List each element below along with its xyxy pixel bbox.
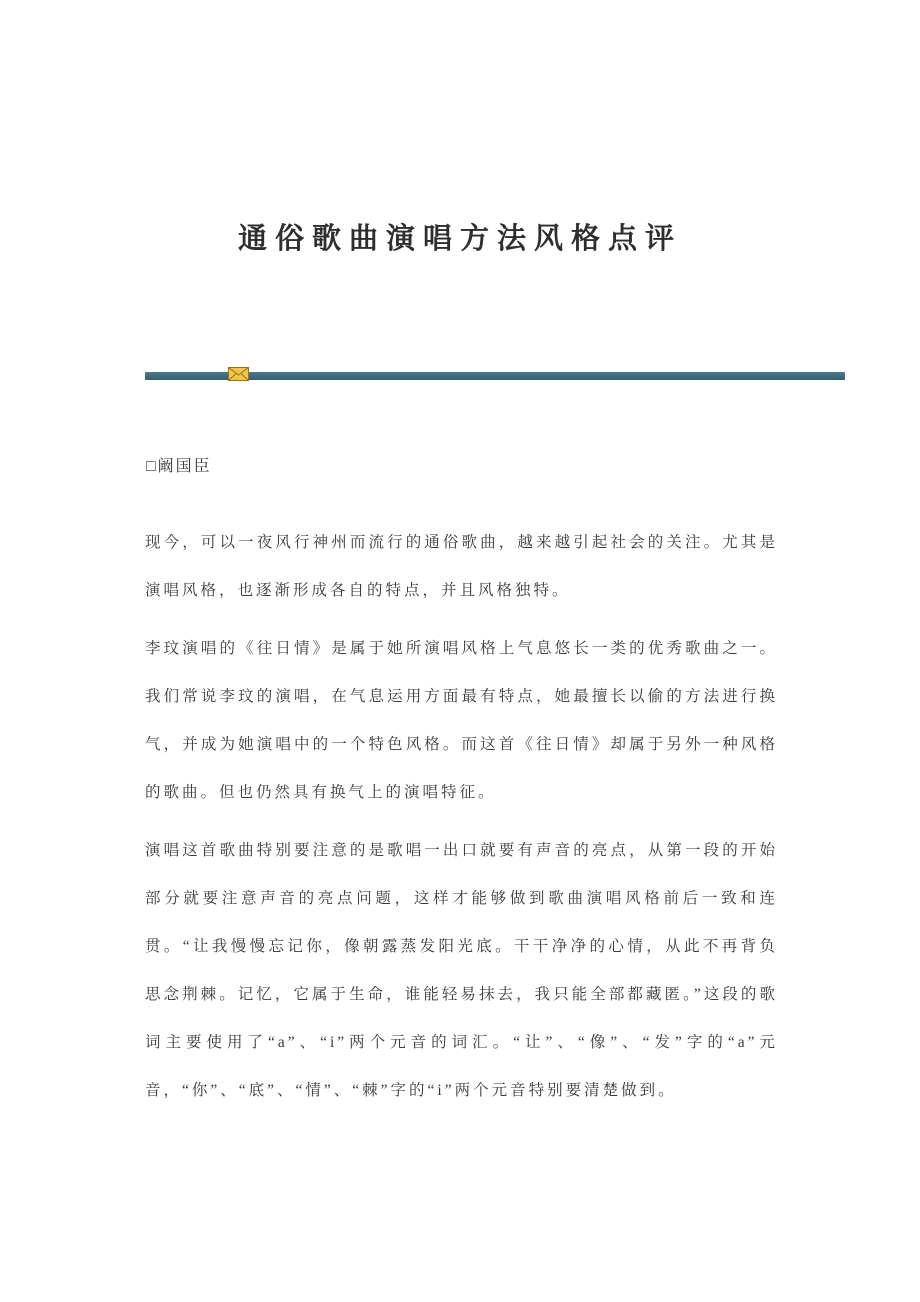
author-byline: □阚国臣 (146, 458, 212, 475)
paragraph-singing-advice: 演唱这首歌曲特别要注意的是歌唱一出口就要有声音的亮点，从第一段的开始部分就要注意声音的亮点问题，这样才能够做到歌曲演唱风格前后一致和连贯。“让我慢慢忘记你，像朝露蒸发阳光底。干干净净的心情，从此不再背负思念荆棘。记忆，它属于生命，谁能轻易抹去，我只能全部都藏匿。”这段的歌词主要使用了“a”、“i”两个元音的词汇。“让”、“像”、“发”字的“a”元音，“你”、“底”、“情”、“棘”字的“i”两个元音特别要清楚做到。 (145, 842, 778, 1099)
envelope-icon (228, 367, 249, 381)
document-title: 通俗歌曲演唱方法风格点评 (237, 223, 682, 255)
title-divider (145, 371, 845, 380)
document-body (145, 519, 778, 1125)
divider-rule (145, 372, 845, 380)
paragraph-intro: 现今，可以一夜风行神州而流行的通俗歌曲，越来越引起社会的关注。尤其是演唱风格，也逐渐形成各自的特点，并且风格独特。 (145, 534, 778, 599)
paragraph-song-style: 李玟演唱的《往日情》是属于她所演唱风格上气息悠长一类的优秀歌曲之一。我们常说李玟的演唱，在气息运用方面最有特点，她最擅长以偷的方法进行换气，并成为她演唱中的一个特色风格。而这首《往日情》却属于另外一种风格的歌曲。但也仍然具有换气上的演唱特征。 (145, 640, 778, 801)
